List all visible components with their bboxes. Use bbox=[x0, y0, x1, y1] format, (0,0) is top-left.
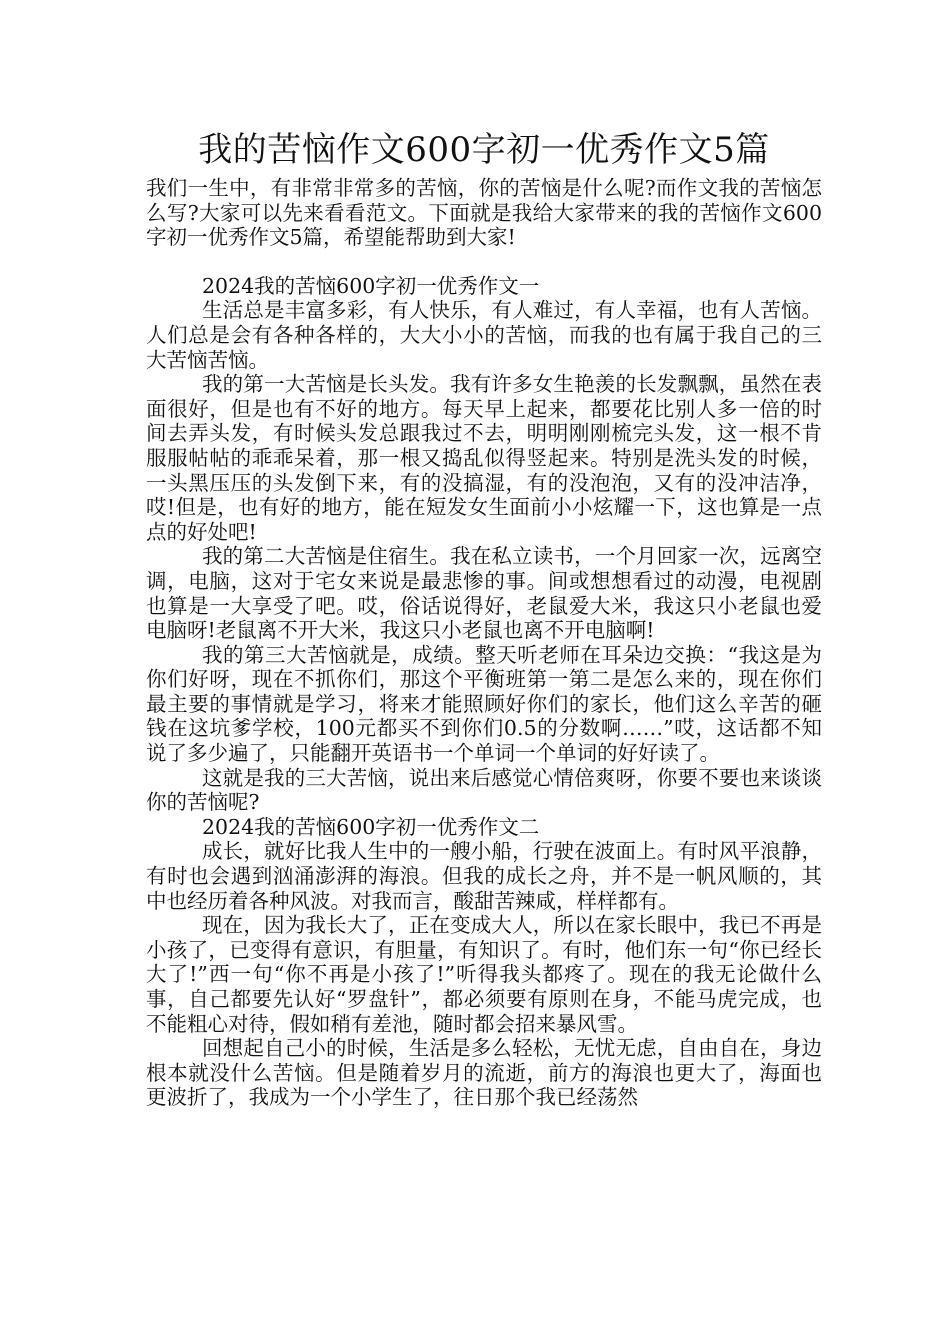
essay-heading-1: 2024我的苦恼600字初一优秀作文一 bbox=[202, 273, 540, 298]
essay1-paragraph: 我的第二大苦恼是住宿生。我在私立读书，一个月回家一次，远离空调，电脑，这对于宅女来说是最悲惨的事。间或想想看过的动漫，电视剧也算是一大享受了吧。哎，俗话说得好，老鼠爱大米，我这只小老鼠也爱电脑呀!老鼠离不开大米，我这只小老鼠也离不开电脑啊! bbox=[146, 544, 822, 643]
essay-heading-2: 2024我的苦恼600字初一优秀作文二 bbox=[202, 814, 540, 839]
document-title: 我的苦恼作文600字初一优秀作文5篇 bbox=[198, 130, 770, 170]
essay1-paragraph: 我的第三大苦恼就是，成绩。整天听老师在耳朵边交换：“我这是为你们好呀，现在不抓你们，那这个平衡班第一第二是怎么来的，现在你们最主要的事情就是学习，将来才能照顾好你们的家长，他们这么辛苦的砸钱在这坑爹学校，100元都买不到你们0.5的分数啊……”哎，这话都不知说了多少遍了，只能翻开英语书一个单词一个单词的好好读了。 bbox=[146, 642, 822, 766]
intro-paragraph: 我们一生中，有非常非常多的苦恼，你的苦恼是什么呢?而作文我的苦恼怎么写?大家可以先来看看范文。下面就是我给大家带来的我的苦恼作文600字初一优秀作文5篇，希望能帮助到大家! bbox=[146, 176, 822, 250]
essay1-paragraph: 这就是我的三大苦恼，说出来后感觉心情倍爽呀，你要不要也来谈谈你的苦恼呢? bbox=[146, 765, 822, 815]
essay2-paragraph: 回想起自己小的时候，生活是多么轻松，无忧无虑，自由自在，身边根本就没什么苦恼。但是随着岁月的流逝，前方的海浪也更大了，海面也更波折了，我成为一个小学生了，往日那个我已经荡然 bbox=[146, 1036, 822, 1110]
essay1-paragraph: 生活总是丰富多彩，有人快乐，有人难过，有人幸福，也有人苦恼。人们总是会有各种各样的，大大小小的苦恼，而我的也有属于我自己的三大苦恼苦恼。 bbox=[146, 298, 822, 372]
essay2-paragraph: 成长，就好比我人生中的一艘小船，行驶在波面上。有时风平浪静，有时也会遇到汹涌澎湃的海浪。但我的成长之舟，并不是一帆风顺的，其中也经历着各种风波。对我而言，酸甜苦辣咸，样样都有。 bbox=[146, 839, 822, 913]
section-gap bbox=[146, 250, 822, 274]
essay2-paragraph: 现在，因为我长大了，正在变成大人，所以在家长眼中，我已不再是小孩了，已变得有意识，有胆量，有知识了。有时，他们东一句“你已经长大了!”西一句“你不再是小孩了!”听得我头都疼了。现在的我无论做什么事，自己都要先认好“罗盘针”，都必须要有原则在身，不能马虎完成，也不能粗心对待，假如稍有差池，随时都会招来暴风雪。 bbox=[146, 913, 822, 1036]
document-page bbox=[146, 128, 822, 1110]
essay1-paragraph: 我的第一大苦恼是长头发。我有许多女生艳羡的长发飘飘，虽然在表面很好，但是也有不好的地方。每天早上起来，都要花比别人多一倍的时间去弄头发，有时候头发总跟我过不去，明明刚刚梳完头发，这一根不肯服服帖帖的乖乖呆着，那一根又捣乱似得竖起来。特别是洗头发的时候，一头黑压压的头发倒下来，有的没搞湿，有的没泡泡，又有的没冲洁净，哎!但是，也有好的地方，能在短发女生面前小小炫耀一下，这也算是一点点的好处吧! bbox=[146, 372, 822, 544]
